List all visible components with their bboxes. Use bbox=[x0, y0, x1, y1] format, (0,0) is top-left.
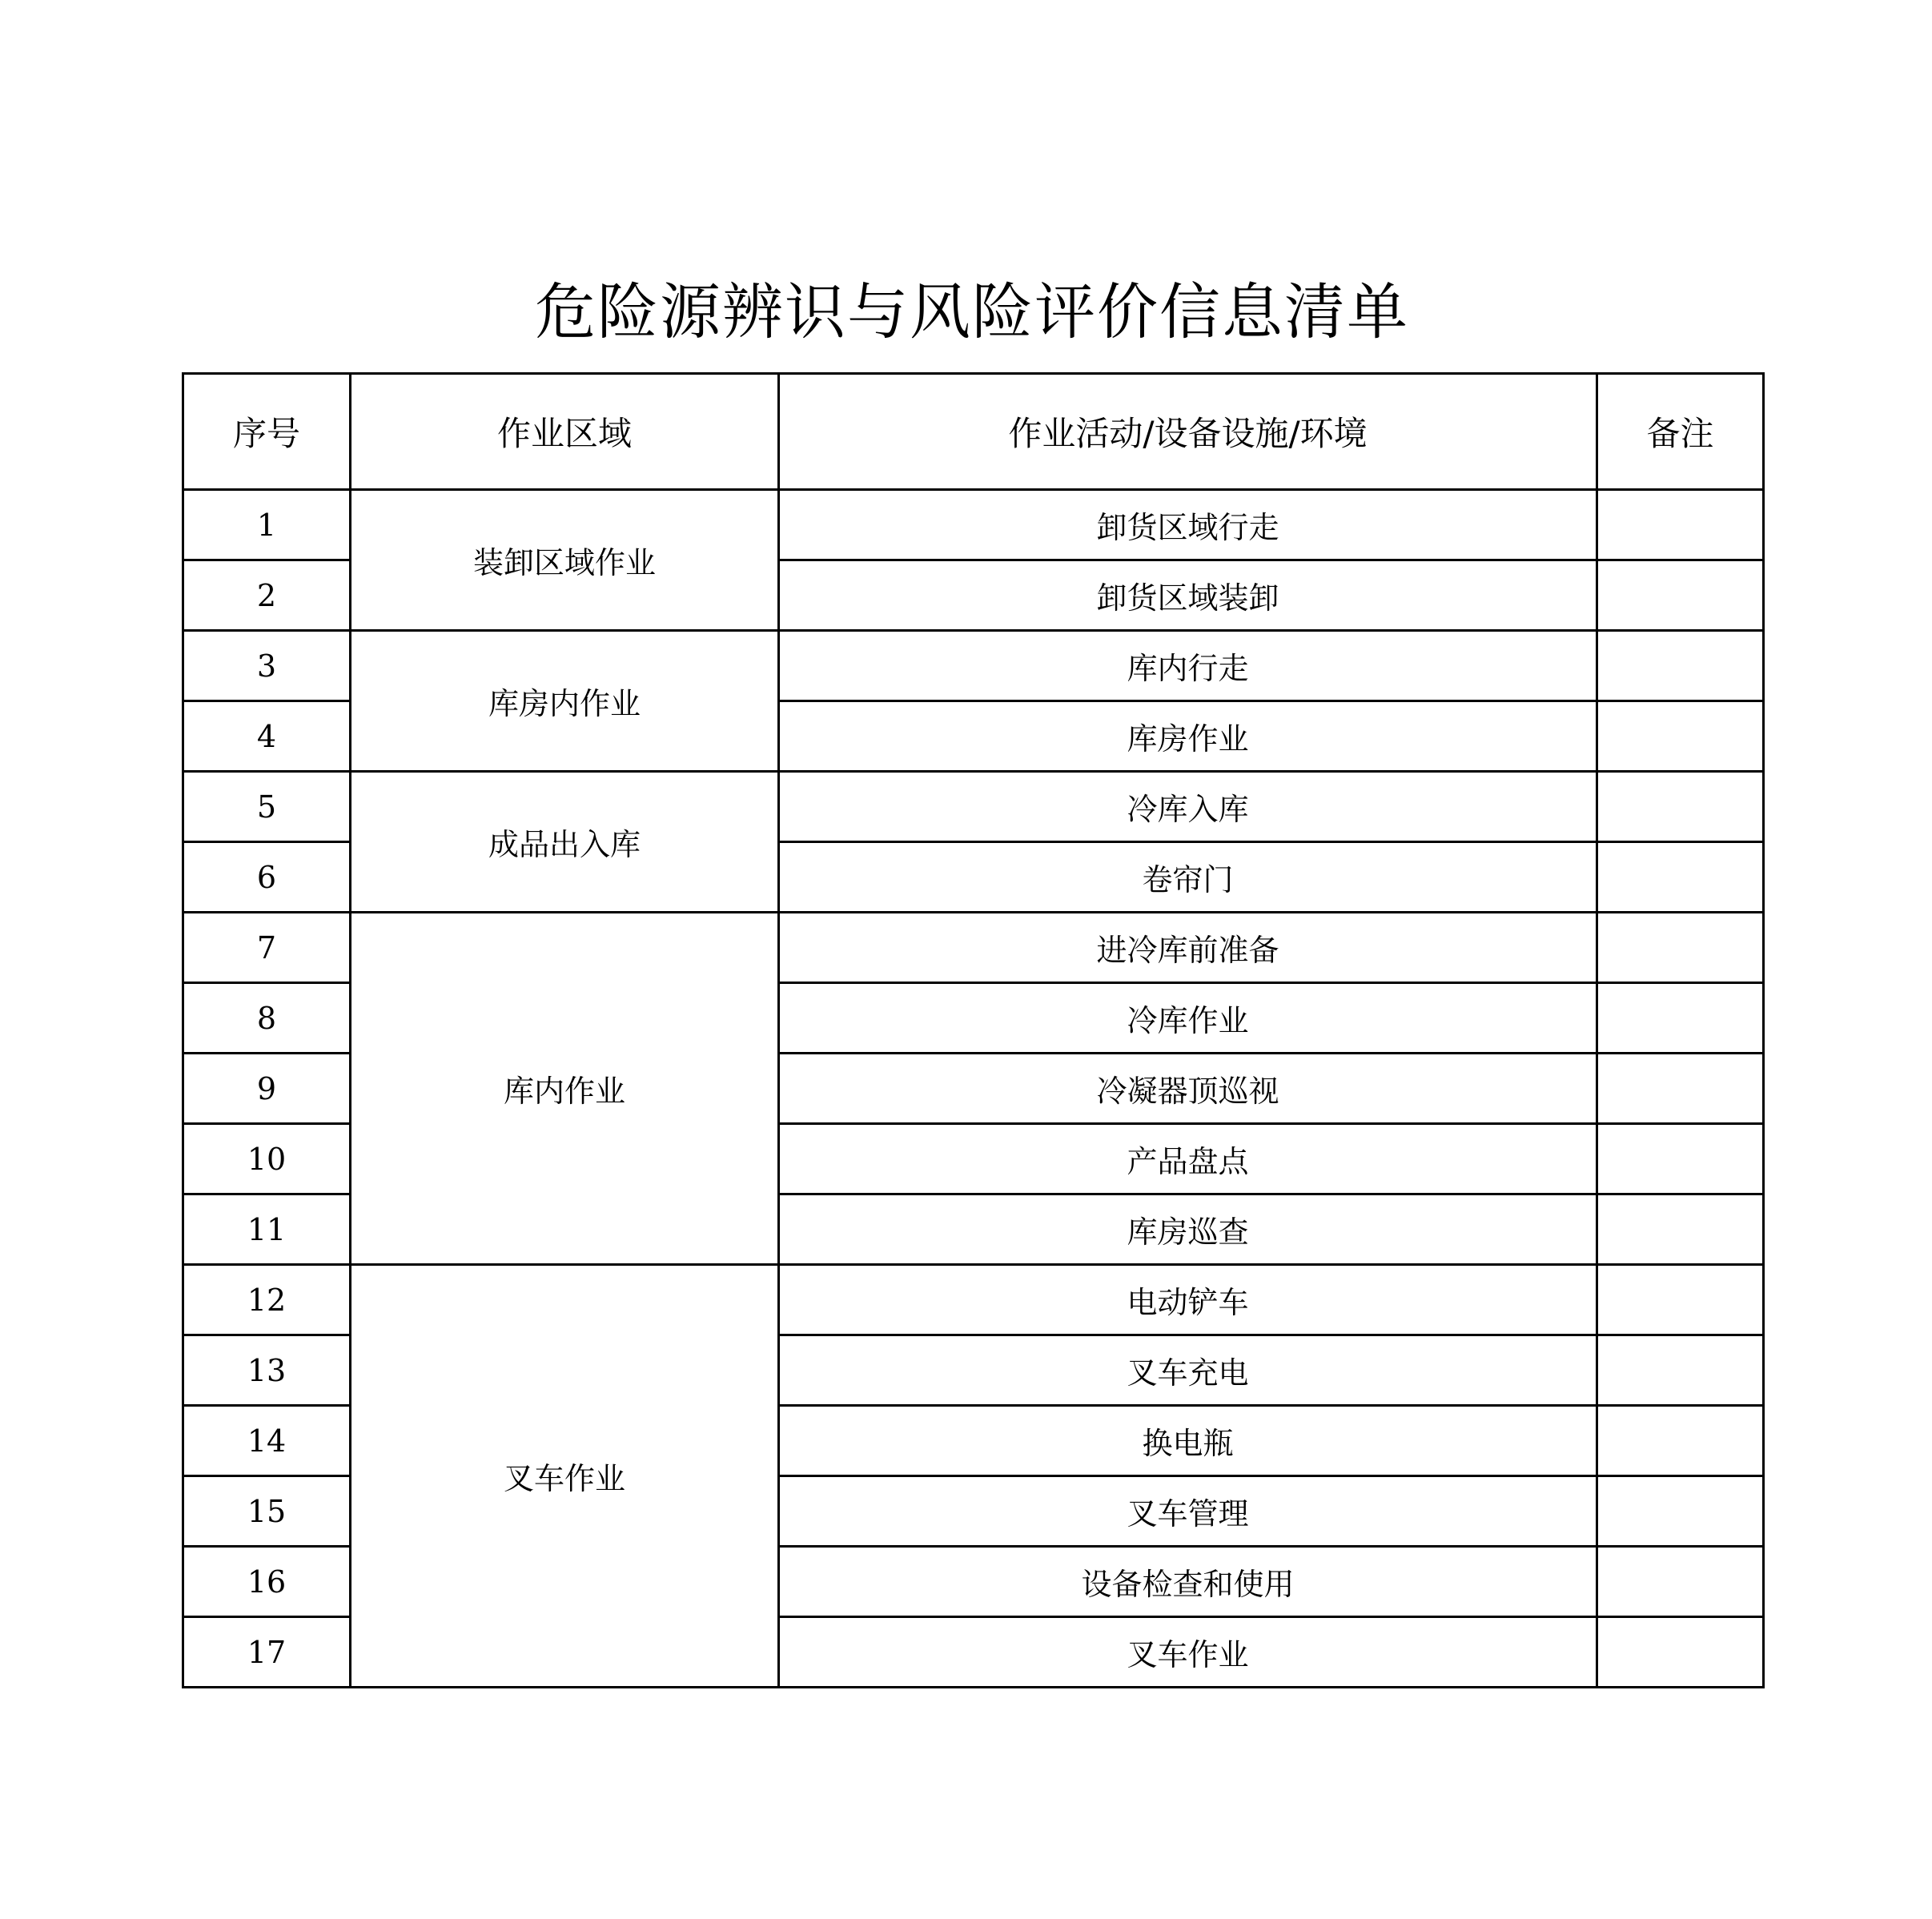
activity-cell: 叉车充电 bbox=[779, 1335, 1597, 1406]
activity-cell: 卷帘门 bbox=[779, 842, 1597, 913]
table-body bbox=[183, 490, 1764, 1688]
row-number-cell: 4 bbox=[183, 701, 351, 772]
activity-cell: 冷库作业 bbox=[779, 983, 1597, 1054]
activity-cell: 库房巡查 bbox=[779, 1194, 1597, 1265]
activity-cell: 产品盘点 bbox=[779, 1124, 1597, 1194]
table-row bbox=[183, 913, 1764, 983]
header-area: 作业区域 bbox=[351, 374, 779, 490]
header-remark: 备注 bbox=[1597, 374, 1764, 490]
document-title: 危险源辨识与风险评价信息清单 bbox=[535, 276, 1409, 347]
row-number-cell: 13 bbox=[183, 1335, 351, 1406]
activity-cell: 库房作业 bbox=[779, 701, 1597, 772]
row-number-cell: 10 bbox=[183, 1124, 351, 1194]
work-area-cell: 成品出入库 bbox=[351, 772, 779, 913]
activity-cell: 叉车管理 bbox=[779, 1476, 1597, 1547]
header-row bbox=[183, 374, 1764, 490]
remark-cell bbox=[1597, 842, 1764, 913]
row-number-cell: 2 bbox=[183, 560, 351, 631]
row-number-cell: 15 bbox=[183, 1476, 351, 1547]
row-number-cell: 12 bbox=[183, 1265, 351, 1335]
activity-cell: 冷凝器顶巡视 bbox=[779, 1054, 1597, 1124]
remark-cell bbox=[1597, 701, 1764, 772]
row-number-cell: 8 bbox=[183, 983, 351, 1054]
remark-cell bbox=[1597, 631, 1764, 701]
activity-cell: 库内行走 bbox=[779, 631, 1597, 701]
activity-cell: 进冷库前准备 bbox=[779, 913, 1597, 983]
table-row bbox=[183, 772, 1764, 842]
remark-cell bbox=[1597, 1335, 1764, 1406]
remark-cell bbox=[1597, 560, 1764, 631]
activity-cell: 卸货区域装卸 bbox=[779, 560, 1597, 631]
remark-cell bbox=[1597, 1476, 1764, 1547]
row-number-cell: 11 bbox=[183, 1194, 351, 1265]
activity-cell: 设备检查和使用 bbox=[779, 1547, 1597, 1617]
header-no: 序号 bbox=[183, 374, 351, 490]
remark-cell bbox=[1597, 1265, 1764, 1335]
remark-cell bbox=[1597, 913, 1764, 983]
row-number-cell: 1 bbox=[183, 490, 351, 560]
remark-cell bbox=[1597, 1054, 1764, 1124]
activity-cell: 叉车作业 bbox=[779, 1617, 1597, 1688]
row-number-cell: 6 bbox=[183, 842, 351, 913]
remark-cell bbox=[1597, 1406, 1764, 1476]
row-number-cell: 3 bbox=[183, 631, 351, 701]
work-area-cell: 叉车作业 bbox=[351, 1265, 779, 1688]
work-area-cell: 库内作业 bbox=[351, 913, 779, 1265]
row-number-cell: 14 bbox=[183, 1406, 351, 1476]
header-activity: 作业活动/设备设施/环境 bbox=[779, 374, 1597, 490]
activity-cell: 卸货区域行走 bbox=[779, 490, 1597, 560]
remark-cell bbox=[1597, 490, 1764, 560]
remark-cell bbox=[1597, 1617, 1764, 1688]
row-number-cell: 17 bbox=[183, 1617, 351, 1688]
hazard-list-table bbox=[182, 372, 1765, 1688]
row-number-cell: 7 bbox=[183, 913, 351, 983]
row-number-cell: 9 bbox=[183, 1054, 351, 1124]
row-number-cell: 16 bbox=[183, 1547, 351, 1617]
remark-cell bbox=[1597, 1547, 1764, 1617]
row-number-cell: 5 bbox=[183, 772, 351, 842]
remark-cell bbox=[1597, 983, 1764, 1054]
activity-cell: 冷库入库 bbox=[779, 772, 1597, 842]
table-row bbox=[183, 631, 1764, 701]
activity-cell: 电动铲车 bbox=[779, 1265, 1597, 1335]
table-row bbox=[183, 490, 1764, 560]
remark-cell bbox=[1597, 1124, 1764, 1194]
table-row bbox=[183, 1265, 1764, 1335]
work-area-cell: 库房内作业 bbox=[351, 631, 779, 772]
remark-cell bbox=[1597, 772, 1764, 842]
remark-cell bbox=[1597, 1194, 1764, 1265]
activity-cell: 换电瓶 bbox=[779, 1406, 1597, 1476]
work-area-cell: 装卸区域作业 bbox=[351, 490, 779, 631]
